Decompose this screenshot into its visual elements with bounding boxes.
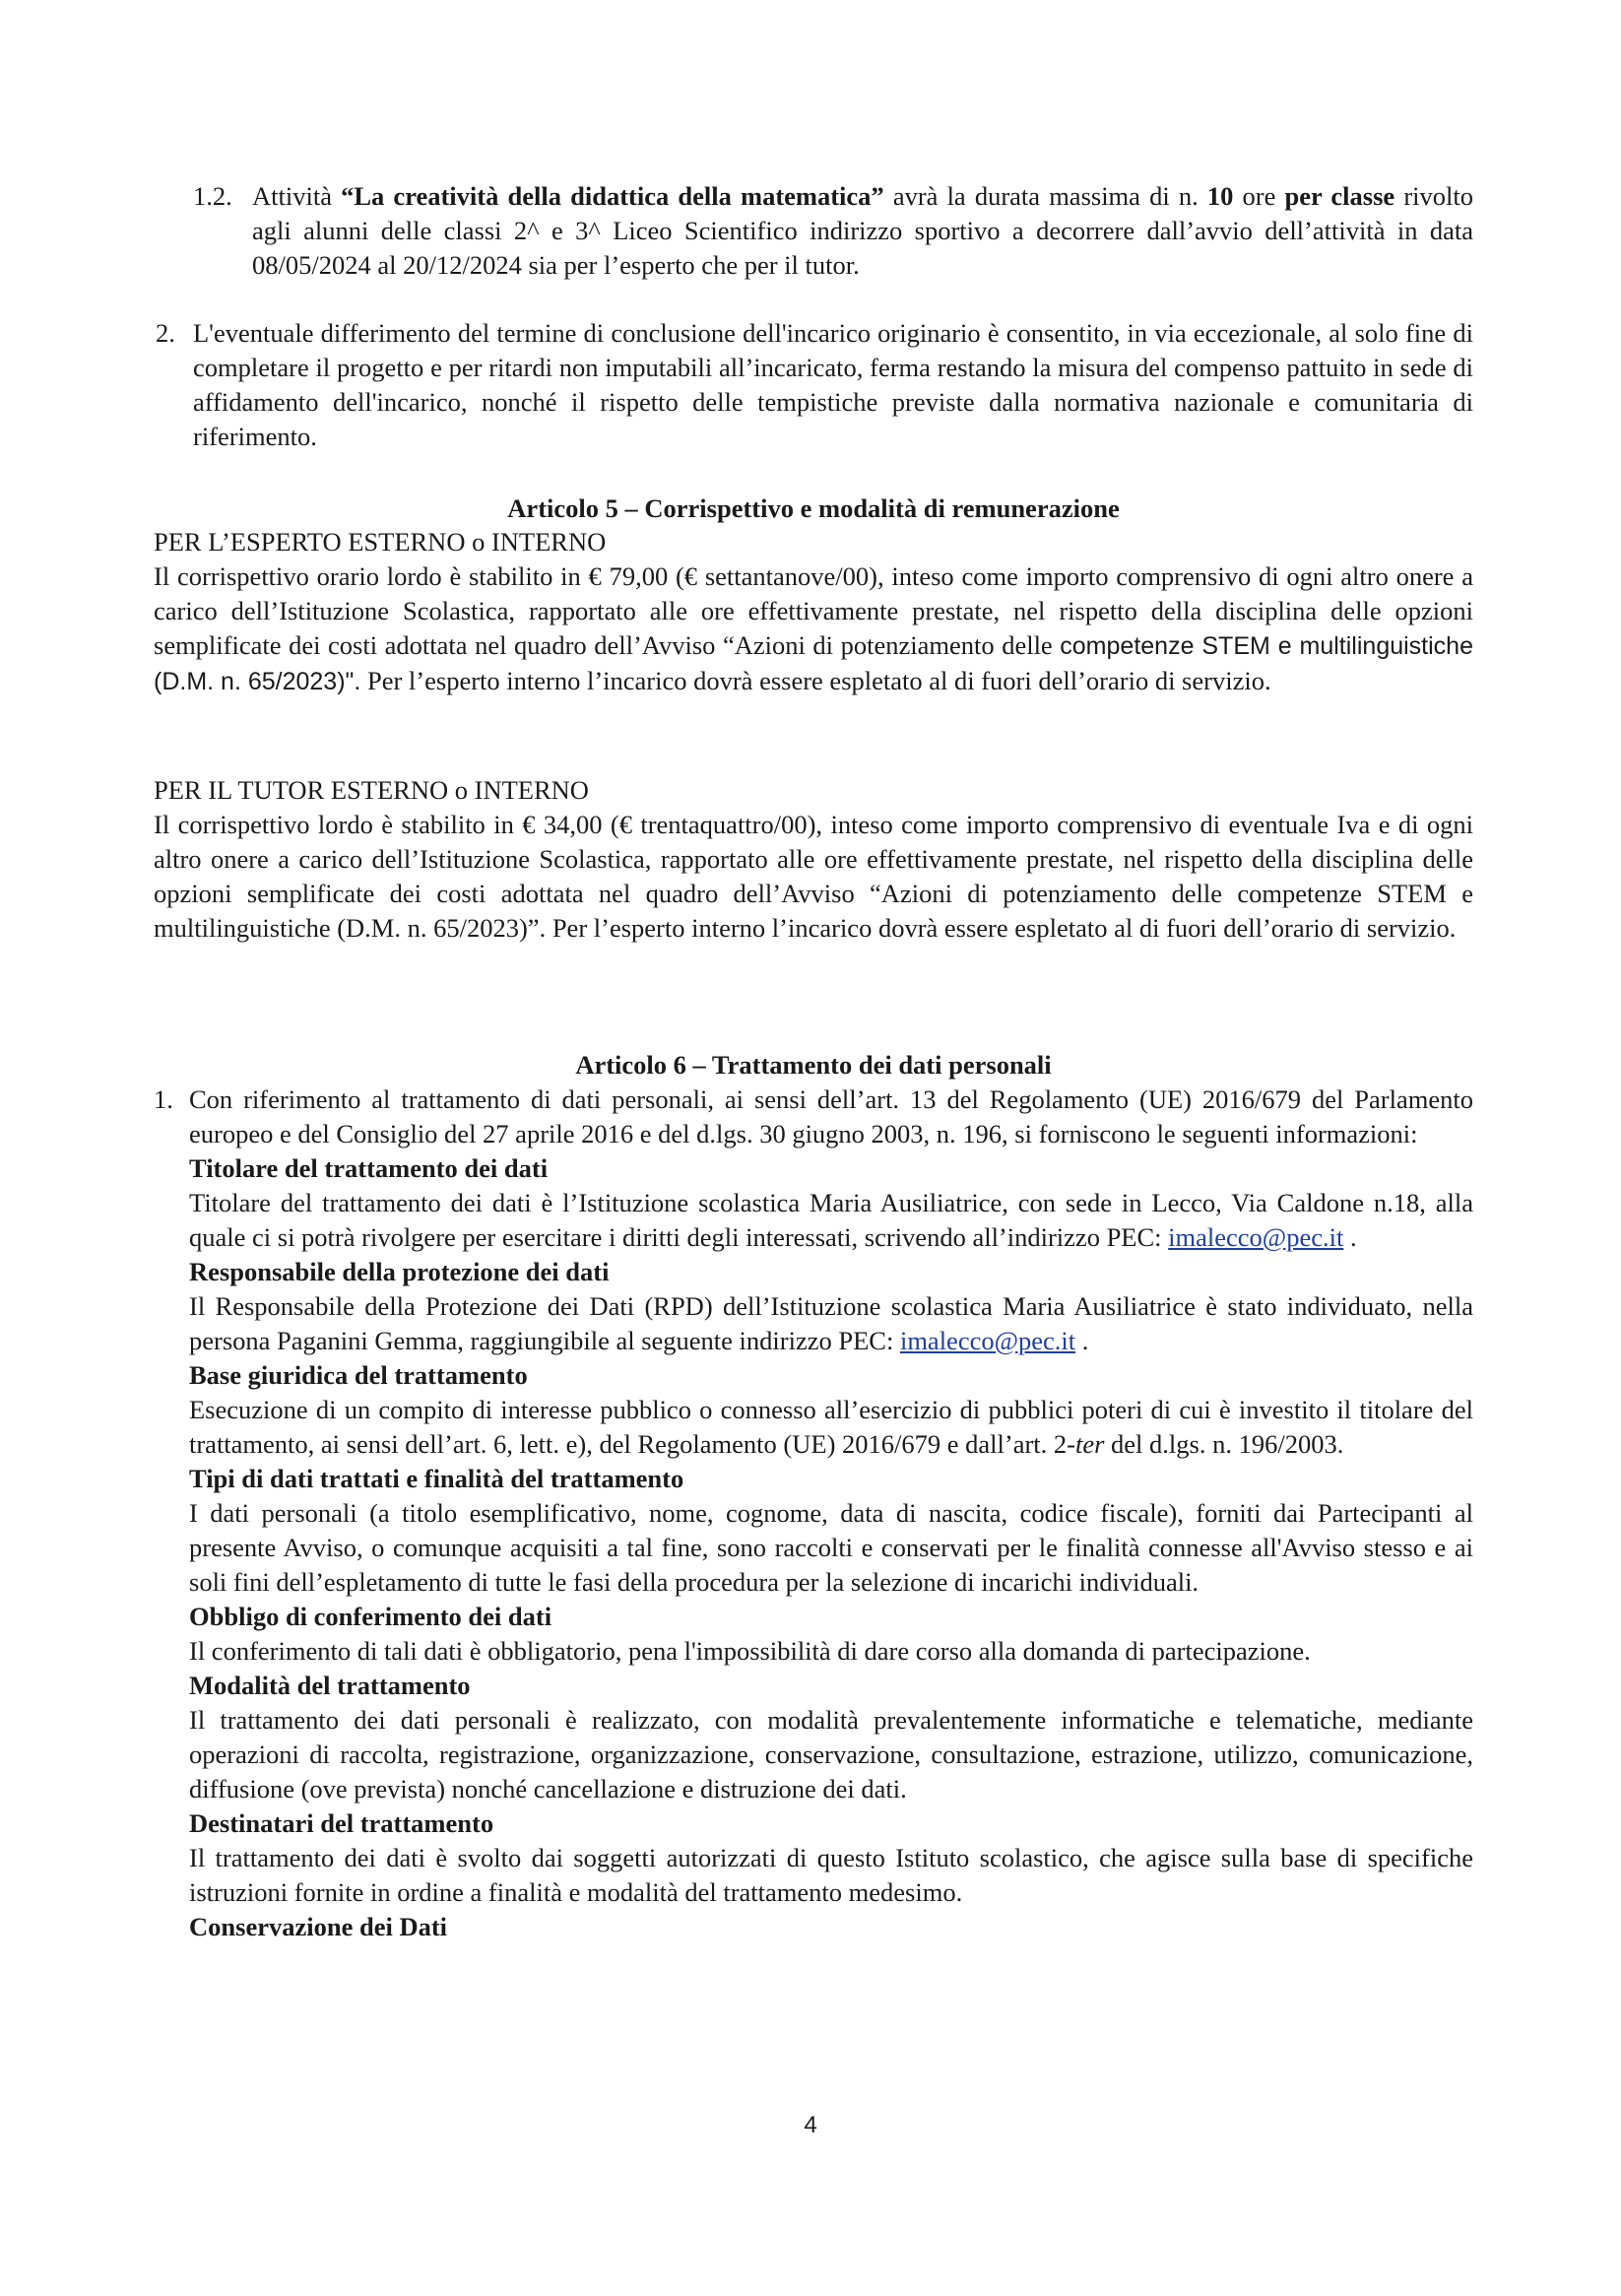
titolare-heading: Titolare del trattamento dei dati xyxy=(189,1153,549,1183)
tutor-paragraph: Il corrispettivo lordo è stabilito in € 34,00 (€ trentaquattro/00), inteso come importo comprensivo di eventuale Iva e di ogni altro onere a carico dell’Istituzione Scolastica, rapportato alle ore effettivamente prestate, nel rispetto della disciplina delle opzioni semplificate dei costi adottata nel quadro dell’Avviso “Azioni di potenziamento delle competenze STEM e multilinguistiche (D.M. n. 65/2023)”. Per l’esperto interno l’incarico dovrà essere espletato al di fuori dell’orario di servizio. xyxy=(154,810,1473,943)
obbligo-paragraph: Il conferimento di tali dati è obbligatorio, pena l'impossibilità di dare corso alla domanda di partecipazione. xyxy=(189,1636,1311,1666)
obbligo-heading: Obbligo di conferimento dei dati xyxy=(189,1602,552,1631)
modalita-paragraph: Il trattamento dei dati personali è realizzato, con modalità prevalentemente informatiche e telematiche, mediante operazioni di raccolta, registrazione, organizzazione, conservazione, consultazione, estrazione, utilizzo, comunicazione, diffusione (ove prevista) nonché cancellazione e distruzione dei dati. xyxy=(189,1705,1473,1804)
conservazione-heading: Conservazione dei Dati xyxy=(189,1912,448,1941)
pec-email-link[interactable]: imalecco@pec.it xyxy=(1168,1222,1344,1252)
rpd-paragraph: Il Responsabile della Protezione dei Dati (RPD) dell’Istituzione scolastica Maria Ausiliatrice è stato individuato, nella persona Paganini Gemma, raggiungibile al seguente indirizzo PEC: imalecco@pec.it . xyxy=(189,1291,1473,1355)
activity-title: “La creatività della didattica della matematica” xyxy=(341,181,884,211)
intro-paragraph: Con riferimento al trattamento di dati personali, ai sensi dell’art. 13 del Regolamento (UE) 2016/679 del Parlamento europeo e del Consiglio del 27 aprile 2016 e del d.lgs. 30 giugno 2003, n. 196, si forniscono le seguenti informazioni: xyxy=(189,1084,1473,1148)
rpd-heading: Responsabile della protezione dei dati xyxy=(189,1257,610,1286)
esperto-paragraph: Il corrispettivo orario lordo è stabilito in € 79,00 (€ settantanove/00), inteso come importo comprensivo di ogni altro onere a carico dell’Istituzione Scolastica, rapportato alle ore effettivamente prestate, nel rispetto della disciplina delle opzioni semplificate dei costi adottata nel quadro dell’Avviso “Azioni di potenziamento delle competenze STEM e multilinguistiche (D.M. n. 65/2023)". Per l’esperto interno l’incarico dovrà essere espletato al di fuori dell’orario di servizio. xyxy=(154,561,1473,695)
base-heading: Base giuridica del trattamento xyxy=(189,1360,528,1390)
modalita-heading: Modalità del trattamento xyxy=(189,1671,471,1700)
item-number: 2. xyxy=(156,318,175,348)
destinatari-heading: Destinatari del trattamento xyxy=(189,1808,494,1838)
item-2-paragraph: L'eventuale differimento del termine di conclusione dell'incarico originario è consentito, in via eccezionale, al solo fine di completare il progetto e per ritardi non imputabili all’incaricato, ferma restando la misura del compenso pattuito in sede di affidamento dell'incarico, nonché il rispetto delle tempistiche previste dalla normativa nazionale e comunitaria di riferimento. xyxy=(193,318,1473,451)
tutor-heading: PER IL TUTOR ESTERNO o INTERNO xyxy=(154,775,589,805)
item-number: 1. xyxy=(154,1084,173,1114)
article-5-heading: Articolo 5 – Corrispettivo e modalità di remunerazione xyxy=(507,493,1120,523)
article-6-heading: Articolo 6 – Trattamento dei dati personali xyxy=(575,1050,1052,1080)
pec-email-link[interactable]: imalecco@pec.it xyxy=(899,1326,1076,1355)
tipi-paragraph: I dati personali (a titolo esemplificativo, nome, cognome, data di nascita, codice fiscale), forniti dai Partecipanti al presente Avviso, o comunque acquisiti a tal fine, sono raccolti e conservati per le finalità connesse all'Avviso stesso e ai soli fini dell’espletamento di tutte le fasi della procedura per la selezione di incarichi individuali. xyxy=(189,1498,1473,1597)
tipi-heading: Tipi di dati trattati e finalità del trattamento xyxy=(189,1464,684,1493)
item-1-2-paragraph: Attività “La creatività della didattica della matematica” avrà la durata massima di n. 10 ore per classe rivolto agli alunni delle classi 2^ e 3^ Liceo Scientifico indirizzo sportivo a decorrere dall’avvio dell’attività in data 08/05/2024 al 20/12/2024 sia per l’esperto che per il tutor. xyxy=(252,181,1473,280)
item-number: 1.2. xyxy=(193,181,232,211)
base-paragraph: Esecuzione di un compito di interesse pubblico o connesso all’esercizio di pubblici poteri di cui è investito il titolare del trattamento, ai sensi dell’art. 6, lett. e), del Regolamento (UE) 2016/679 e dall’art. 2-ter del d.lgs. n. 196/2003. xyxy=(189,1395,1473,1459)
destinatari-paragraph: Il trattamento dei dati è svolto dai soggetti autorizzati di questo Istituto scolastico, che agisce sulla base di specifiche istruzioni fornite in ordine a finalità e modalità del trattamento medesimo. xyxy=(189,1843,1473,1907)
page-number: 4 xyxy=(804,2112,817,2138)
article-6-body xyxy=(189,1082,1473,1944)
titolare-paragraph: Titolare del trattamento dei dati è l’Istituzione scolastica Maria Ausiliatrice, con sede in Lecco, Via Caldone n.18, alla quale ci si potrà rivolgere per esercitare i diritti degli interessati, scrivendo all’indirizzo PEC: imalecco@pec.it . xyxy=(189,1188,1473,1252)
esperto-heading: PER L’ESPERTO ESTERNO o INTERNO xyxy=(154,527,607,557)
